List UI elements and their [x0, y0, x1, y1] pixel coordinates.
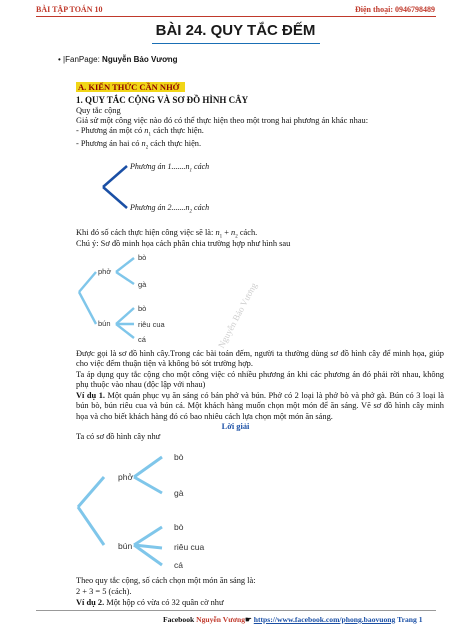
tree-leaf: bò: [138, 253, 147, 262]
header-phone: Điện thoại: 0946798489: [355, 5, 435, 14]
header-divider: [36, 16, 436, 17]
branch-lower: [103, 187, 127, 208]
footer: Facebook Nguyễn Vương☛ https://www.facebook.com/phong.baovuong Trang 1: [163, 615, 423, 624]
paragraph: Được gọi là sơ đồ hình cây.Trong các bài toán đếm, người ta thường dùng sơ đồ hình cây để minh họa, giúp cho việc đếm thuận tiện và không bỏ sót trường hợp.: [76, 349, 444, 369]
food-tree-large: [76, 445, 256, 575]
paragraph: Chú ý: Sơ đồ minh họa cách phân chia trường hợp như hình sau: [76, 239, 291, 248]
fanpage-name[interactable]: Nguyễn Bảo Vương: [102, 55, 178, 64]
section-1-heading: 1. QUY TẮC CỘNG VÀ SƠ ĐỒ HÌNH CÂY: [76, 95, 249, 105]
tree-node-bun: bún: [118, 541, 133, 551]
tree-leaf: gà: [174, 488, 184, 498]
tree-leaf: bò: [138, 304, 147, 313]
tree-leaf: bò: [174, 452, 184, 462]
solution-heading: Lời giải: [221, 422, 250, 431]
diagram-option-1: Phương án $1.......n_1$ cách: [130, 162, 210, 174]
rule-title: Quy tắc cộng: [76, 106, 121, 115]
page-number: Trang 1: [397, 615, 423, 624]
tree-leaf: cá: [174, 560, 183, 570]
example-2: Ví dụ 2. Một hộp có vừa có 32 quân cờ như: [76, 598, 224, 607]
paragraph: Ta áp dụng quy tắc cộng cho một công việc có nhiều phương án khi các phương án đó phải rời nhau, không phụ thuộc vào nhau (độc lập với nhau): [76, 370, 444, 390]
tree-leaf: riêu cua: [174, 542, 205, 552]
tree-leaf: cá: [138, 335, 146, 344]
tree-leaf: bò: [174, 522, 184, 532]
bullet-icon: • |: [58, 55, 66, 64]
facebook-link[interactable]: https://www.facebook.com/phong.baovuong: [253, 615, 396, 624]
footer-divider: [36, 610, 436, 611]
paragraph: Khi đó số cách thực hiện công việc sẽ là: $n_1 + n_2$ cách.: [76, 228, 258, 240]
title-underline: [152, 43, 320, 44]
footer-author: Nguyễn Vương: [196, 615, 246, 624]
paragraph: Ta có sơ đồ hình cây như: [76, 432, 161, 441]
pointing-hand-icon: ☛: [245, 615, 252, 624]
page-title: BÀI 24. QUY TẮC ĐẾM: [155, 22, 316, 39]
paragraph: Giả sử một công việc nào đó có thể thực hiện theo một trong hai phương án khác nhau:: [76, 116, 369, 125]
tree-node-pho: phở: [98, 267, 112, 276]
example-1: Ví dụ 1. Một quán phục vụ ăn sáng có bán phở và bún. Phở có 2 loại là phở bò và phở gà. Bún có 3 loại là bún bò, bún riêu cua và bún cá. Một khách hàng muốn chọn một món để ăn sáng. Vẽ sơ đồ hình cây minh họa và cho biết khách hàng đó có bao nhiêu cách lựa chọn một món ăn sáng.: [76, 391, 444, 421]
tree-leaf: riêu cua: [138, 320, 165, 329]
option-2-line: - Phương án hai có $n_2$ cách thực hiện.: [76, 139, 202, 151]
header-left: BÀI TẬP TOÁN 10: [36, 5, 103, 14]
food-tree-small: [76, 250, 206, 345]
tree-node-bun: bún: [98, 319, 111, 328]
branch-upper: [103, 166, 127, 187]
diagram-option-2: Phương án $2.......n_2$ cách: [130, 203, 210, 215]
section-a-heading: A. KIẾN THỨC CẦN NHỚ: [76, 82, 185, 92]
watermark: Nguyễn Bảo Vương: [216, 281, 259, 350]
paragraph: Theo quy tắc cộng, số cách chọn một món ăn sáng là:: [76, 576, 256, 585]
tree-node-pho: phở: [118, 472, 134, 482]
option-1-line: - Phương án một có $n_1$ cách thực hiện.: [76, 126, 204, 138]
fanpage-line: • |FanPage: Nguyễn Bảo Vương: [58, 55, 178, 64]
paragraph: 2 + 3 = 5 (cách).: [76, 587, 132, 596]
tree-leaf: gà: [138, 280, 147, 289]
